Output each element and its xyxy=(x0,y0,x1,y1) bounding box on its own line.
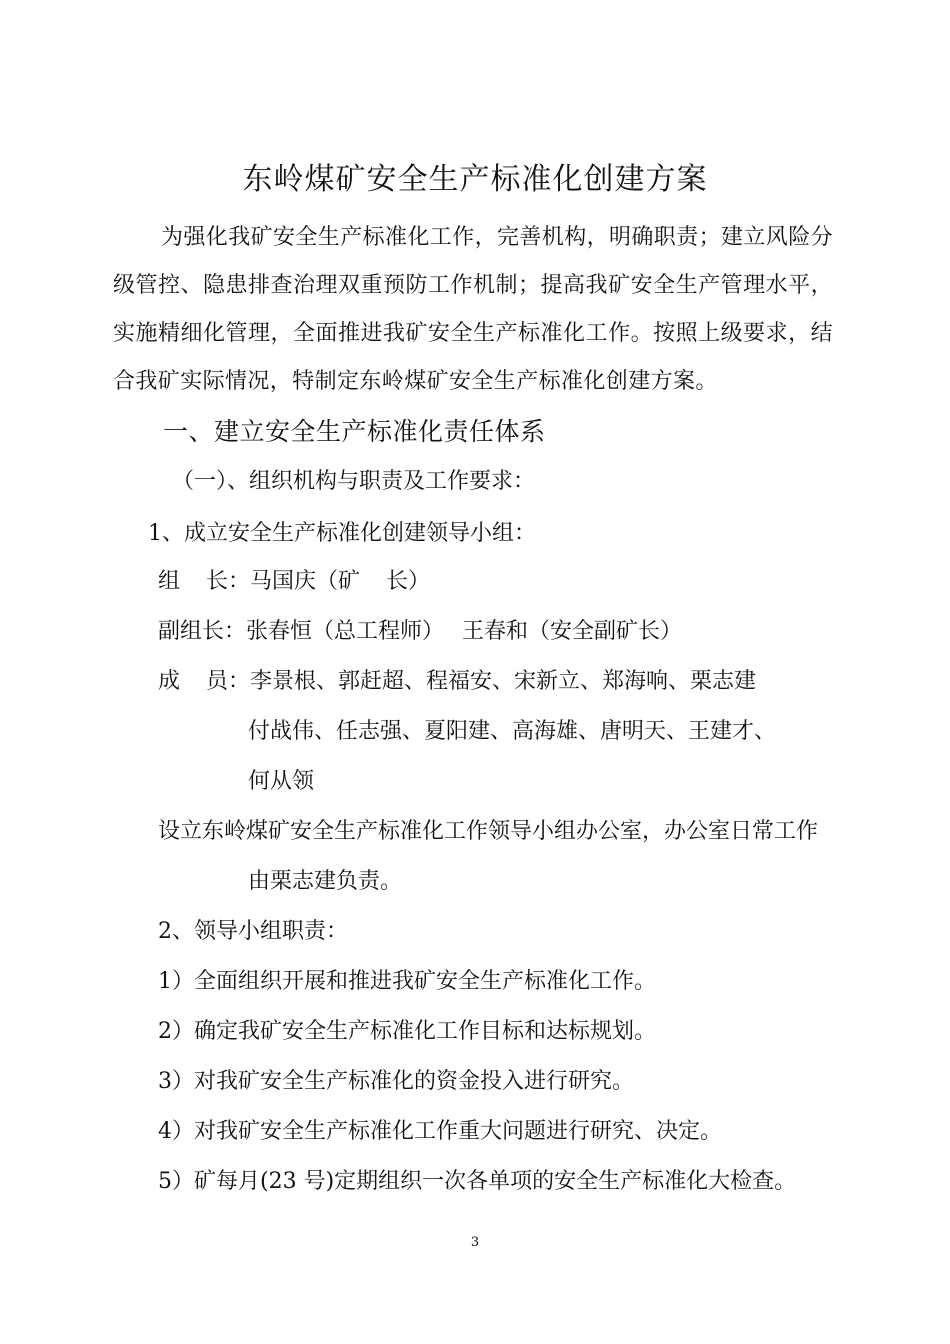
office-line-2: 由栗志建负责。 xyxy=(248,869,403,894)
item-heading-2: 2、领导小组职责： xyxy=(158,919,348,944)
deputy-row xyxy=(158,616,682,648)
document-title: 东岭煤矿安全生产标准化创建方案 xyxy=(242,162,708,197)
duty-item: 3）对我矿安全生产标准化的资金投入进行研究。 xyxy=(158,1069,634,1094)
duty-item: 5）矿每月(23 号)定期组织一次各单项的安全生产标准化大检查。 xyxy=(158,1169,797,1194)
members-line-2: 付战伟、任志强、夏阳建、高海雄、唐明天、王建才、 xyxy=(248,719,777,744)
item-heading-1: 1、成立安全生产标准化创建领导小组： xyxy=(148,521,536,546)
leader-label-a: 组 xyxy=(158,569,181,594)
leader-value-b: 长） xyxy=(386,569,431,594)
section-heading: 一、建立安全生产标准化责任体系 xyxy=(163,417,546,446)
subsection-heading: （一）、组织机构与职责及工作要求： xyxy=(172,469,536,494)
members-line-3: 何从领 xyxy=(248,769,315,794)
members-label-a: 成 xyxy=(158,669,181,694)
leader-row xyxy=(158,566,430,598)
leader-label-b: 长： xyxy=(206,569,251,594)
office-line-1: 设立东岭煤矿安全生产标准化工作领导小组办公室，办公室日常工作 xyxy=(158,819,819,844)
deputy-value-b: 王春和（安全副矿长） xyxy=(462,619,683,644)
members-label-b: 员： xyxy=(206,669,251,694)
duty-item: 2）确定我矿安全生产标准化工作目标和达标规划。 xyxy=(158,1019,656,1044)
members-line-1: 李景根、郭赶超、程福安、宋新立、郑海响、栗志建 xyxy=(250,669,757,694)
duty-item: 4）对我矿安全生产标准化工作重大问题进行研究、决定。 xyxy=(158,1119,722,1144)
members-row xyxy=(158,666,756,698)
page-number: 3 xyxy=(470,1235,480,1250)
intro-paragraph: 为强化我矿安全生产标准化工作，完善机构，明确职责；建立风险分级管控、隐患排查治理双重预防工作机制；提高我矿安全生产管理水平，实施精细化管理，全面推进我矿安全生产标准化工作。按照上级要求，结合我矿实际情况，特制定东岭煤矿安全生产标准化创建方案。 xyxy=(113,225,834,394)
deputy-label: 副组长： xyxy=(158,619,247,644)
duty-item: 1）全面组织开展和推进我矿安全生产标准化工作。 xyxy=(158,969,656,994)
deputy-value-a: 张春恒（总工程师） xyxy=(246,619,445,644)
leader-value-a: 马国庆（矿 xyxy=(250,569,361,594)
